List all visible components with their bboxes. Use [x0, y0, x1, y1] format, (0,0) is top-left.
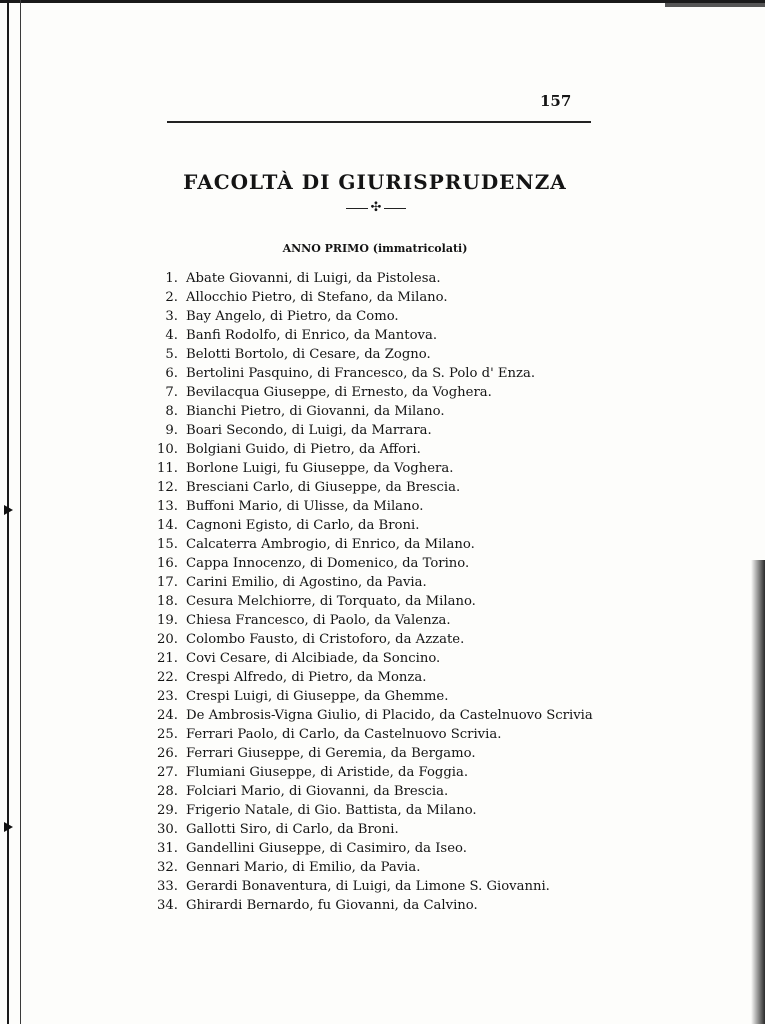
list-item-text: Crespi Alfredo, di Pietro, da Monza. — [186, 670, 427, 685]
scan-top-edge — [0, 0, 765, 3]
margin-arrow-icon — [4, 505, 13, 515]
list-item-text: Colombo Fausto, di Cristoforo, da Azzate. — [186, 632, 465, 647]
list-item — [140, 459, 610, 478]
list-item-text: Covi Cesare, di Alcibiade, da Soncino. — [186, 651, 441, 666]
binding-edge-inner — [20, 0, 21, 1024]
divider-line-left — [346, 208, 368, 209]
list-item — [140, 478, 610, 497]
list-item-text: Allocchio Pietro, di Stefano, da Milano. — [186, 290, 448, 305]
page-number: 157 — [540, 92, 572, 110]
list-item-text: Buffoni Mario, di Ulisse, da Milano. — [186, 499, 424, 514]
list-item — [140, 687, 610, 706]
list-item — [140, 269, 610, 288]
list-item-text: Carini Emilio, di Agostino, da Pavia. — [186, 575, 427, 590]
list-item-number: 1. — [165, 271, 178, 286]
list-item-text: Bay Angelo, di Pietro, da Como. — [186, 309, 399, 324]
list-item-text: Banfi Rodolfo, di Enrico, da Mantova. — [186, 328, 438, 343]
list-item — [140, 630, 610, 649]
list-item-text: Flumiani Giuseppe, di Aristide, da Foggia. — [186, 765, 469, 780]
page-title: FACOLTÀ DI GIURISPRUDENZA — [183, 170, 567, 194]
list-item-text: Borlone Luigi, fu Giuseppe, da Voghera. — [186, 461, 454, 476]
list-item-number: 15. — [157, 537, 178, 552]
divider-line-right — [384, 208, 406, 209]
margin-arrow-icon — [4, 822, 13, 832]
header-rule — [167, 121, 591, 123]
list-item — [140, 896, 610, 915]
list-item-number: 8. — [165, 404, 178, 419]
list-item — [140, 839, 610, 858]
list-item-text: Frigerio Natale, di Gio. Battista, da Milano. — [186, 803, 477, 818]
list-item — [140, 592, 610, 611]
list-item-number: 22. — [157, 670, 178, 685]
list-item-number: 31. — [157, 841, 178, 856]
list-item-text: Crespi Luigi, di Giuseppe, da Ghemme. — [186, 689, 449, 704]
list-item-number: 13. — [157, 499, 178, 514]
scan-top-edge-shadow — [665, 3, 765, 7]
list-item-number: 7. — [165, 385, 178, 400]
list-item — [140, 364, 610, 383]
student-list — [140, 269, 610, 915]
list-item — [140, 345, 610, 364]
list-item-text: Cagnoni Egisto, di Carlo, da Broni. — [186, 518, 420, 533]
list-item-text: Gennari Mario, di Emilio, da Pavia. — [186, 860, 421, 875]
list-item-number: 30. — [157, 822, 178, 837]
section-subtitle: ANNO PRIMO (immatricolati) — [282, 242, 468, 255]
list-item — [140, 307, 610, 326]
list-item-text: Belotti Bortolo, di Cesare, da Zogno. — [186, 347, 431, 362]
list-item — [140, 668, 610, 687]
list-item-number: 32. — [157, 860, 178, 875]
list-item-number: 4. — [165, 328, 178, 343]
list-item-text: Boari Secondo, di Luigi, da Marrara. — [186, 423, 432, 438]
list-item-number: 26. — [157, 746, 178, 761]
list-item-number: 11. — [157, 461, 178, 476]
list-item — [140, 554, 610, 573]
list-item-number: 16. — [157, 556, 178, 571]
list-item-number: 33. — [157, 879, 178, 894]
list-item-number: 2. — [165, 290, 178, 305]
list-item-text: Gallotti Siro, di Carlo, da Broni. — [186, 822, 399, 837]
list-item — [140, 421, 610, 440]
list-item — [140, 611, 610, 630]
list-item — [140, 497, 610, 516]
list-item — [140, 288, 610, 307]
list-item-number: 14. — [157, 518, 178, 533]
list-item — [140, 725, 610, 744]
list-item-text: Cesura Melchiorre, di Torquato, da Milano. — [186, 594, 476, 609]
list-item — [140, 383, 610, 402]
list-item-text: Bevilacqua Giuseppe, di Ernesto, da Voghera. — [186, 385, 492, 400]
list-item — [140, 706, 610, 725]
list-item-number: 3. — [165, 309, 178, 324]
list-item-number: 18. — [157, 594, 178, 609]
list-item-text: De Ambrosis-Vigna Giulio, di Placido, da Castelnuovo Scrivia — [186, 708, 593, 723]
list-item-text: Bresciani Carlo, di Giuseppe, da Brescia. — [186, 480, 461, 495]
list-item-text: Bolgiani Guido, di Pietro, da Affori. — [186, 442, 421, 457]
list-item-number: 19. — [157, 613, 178, 628]
list-item — [140, 402, 610, 421]
list-item-text: Chiesa Francesco, di Paolo, da Valenza. — [186, 613, 451, 628]
list-item — [140, 782, 610, 801]
list-item-text: Ghirardi Bernardo, fu Giovanni, da Calvino. — [186, 898, 478, 913]
list-item-text: Ferrari Paolo, di Carlo, da Castelnuovo Scrivia. — [186, 727, 502, 742]
list-item-number: 17. — [157, 575, 178, 590]
list-item-text: Folciari Mario, di Giovanni, da Brescia. — [186, 784, 449, 799]
list-item-text: Calcaterra Ambrogio, di Enrico, da Milano. — [186, 537, 475, 552]
list-item — [140, 763, 610, 782]
list-item-number: 12. — [157, 480, 178, 495]
list-item — [140, 516, 610, 535]
list-item-number: 34. — [157, 898, 178, 913]
list-item — [140, 535, 610, 554]
list-item — [140, 573, 610, 592]
list-item-number: 21. — [157, 651, 178, 666]
divider-knot-icon: ✣ — [370, 200, 382, 215]
list-item — [140, 744, 610, 763]
list-item-number: 25. — [157, 727, 178, 742]
list-item-number: 10. — [157, 442, 178, 457]
list-item-number: 24. — [157, 708, 178, 723]
list-item-number: 20. — [157, 632, 178, 647]
scan-right-edge-shadow — [751, 560, 765, 1024]
list-item-text: Gerardi Bonaventura, di Luigi, da Limone S. Giovanni. — [186, 879, 550, 894]
list-item-text: Ferrari Giuseppe, di Geremia, da Bergamo. — [186, 746, 476, 761]
list-item-text: Bertolini Pasquino, di Francesco, da S. Polo d' Enza. — [186, 366, 536, 381]
list-item-text: Cappa Innocenzo, di Domenico, da Torino. — [186, 556, 470, 571]
list-item-number: 23. — [157, 689, 178, 704]
list-item — [140, 820, 610, 839]
list-item-number: 6. — [165, 366, 178, 381]
list-item-number: 29. — [157, 803, 178, 818]
list-item-text: Abate Giovanni, di Luigi, da Pistolesa. — [186, 271, 441, 286]
list-item — [140, 858, 610, 877]
list-item — [140, 649, 610, 668]
list-item-text: Bianchi Pietro, di Giovanni, da Milano. — [186, 404, 445, 419]
list-item-number: 9. — [165, 423, 178, 438]
list-item-text: Gandellini Giuseppe, di Casimiro, da Iseo. — [186, 841, 467, 856]
list-item-number: 27. — [157, 765, 178, 780]
decorative-divider-icon — [346, 200, 406, 218]
list-item — [140, 877, 610, 896]
list-item — [140, 440, 610, 459]
list-item-number: 5. — [165, 347, 178, 362]
list-item-number: 28. — [157, 784, 178, 799]
list-item — [140, 326, 610, 345]
list-item — [140, 801, 610, 820]
